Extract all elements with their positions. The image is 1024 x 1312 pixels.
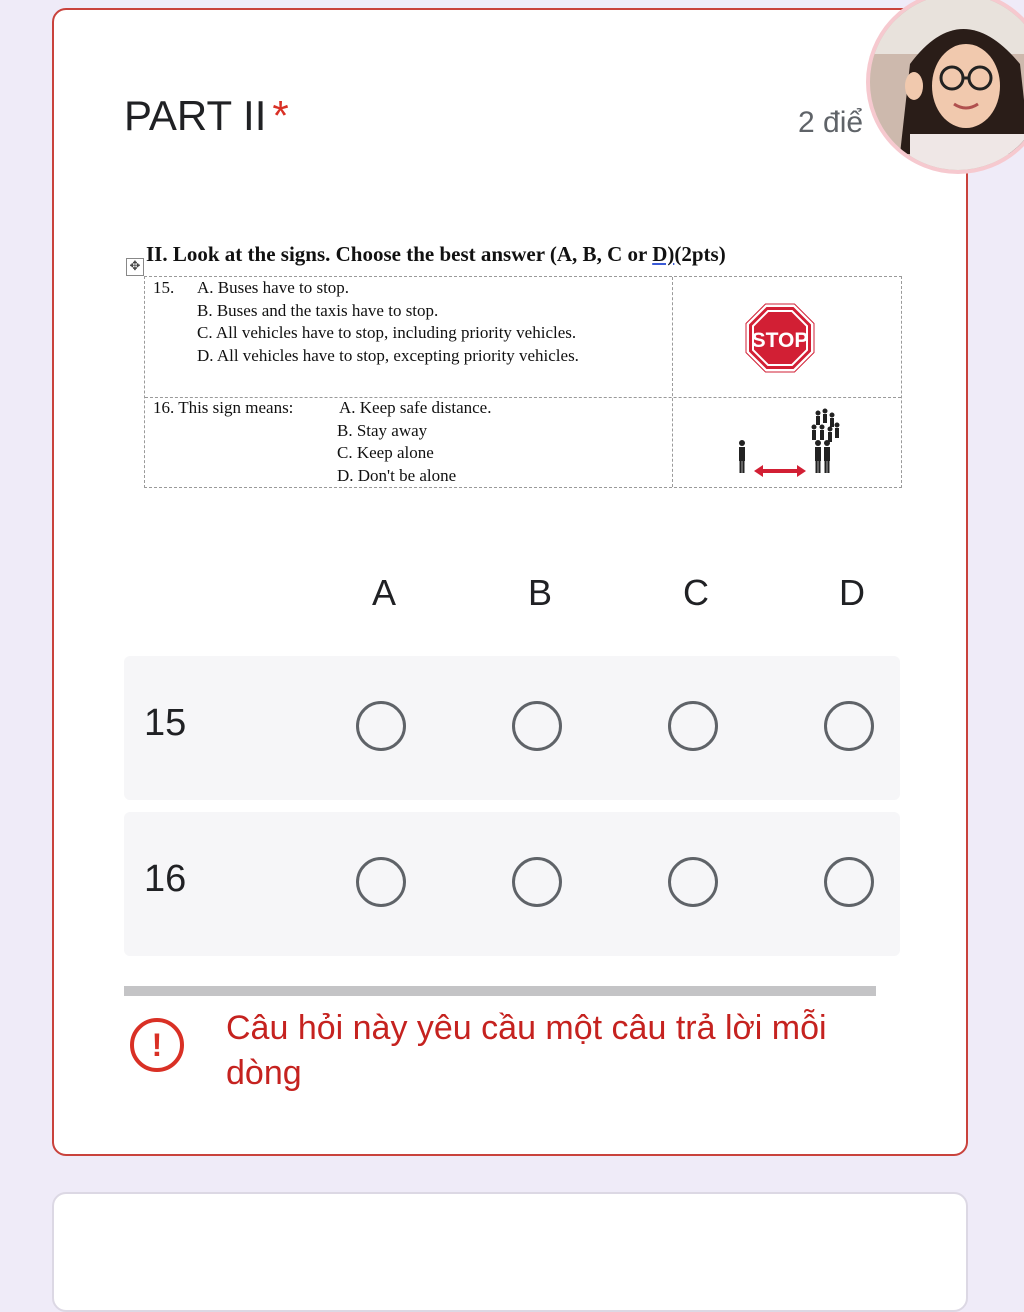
- q15-option-a: A. Buses have to stop.: [197, 278, 350, 297]
- stop-sign-icon: [745, 303, 815, 373]
- radio-15-c[interactable]: [668, 701, 718, 751]
- radio-16-d[interactable]: [824, 857, 874, 907]
- worksheet-heading: II. Look at the signs. Choose the best answer (A, B, C or D)(2pts): [146, 242, 726, 266]
- next-question-card: [52, 1192, 968, 1312]
- required-asterisk: *: [272, 92, 289, 139]
- q16-option-a: A. Keep safe distance.: [339, 398, 492, 417]
- person-avatar-icon: [870, 0, 1024, 174]
- q15-option-d: D. All vehicles have to stop, excepting priority vehicles.: [197, 345, 579, 365]
- radio-15-a[interactable]: [356, 701, 406, 751]
- column-header-a: A: [371, 572, 396, 613]
- error-icon: !: [130, 1018, 184, 1072]
- points-label: 2 điể: [798, 106, 864, 139]
- q16-option-c: C. Keep alone: [337, 443, 434, 462]
- worksheet-table: [144, 276, 902, 488]
- radio-15-d[interactable]: [824, 701, 874, 751]
- social-distance-sign-icon: [730, 405, 840, 481]
- q16-option-b: B. Stay away: [337, 420, 428, 440]
- q15-option-c: C. All vehicles have to stop, including priority vehicles.: [197, 323, 577, 342]
- radio-16-b[interactable]: [512, 857, 562, 907]
- question-title-text: PART II: [124, 92, 267, 139]
- worksheet-image: [124, 232, 914, 502]
- grid-row-16: [124, 812, 900, 956]
- row-label-16: 16: [144, 858, 187, 900]
- column-header-b: B: [527, 572, 552, 613]
- q16-prompt: 16. This sign means:: [153, 398, 294, 417]
- q15-number: 15.: [153, 278, 175, 297]
- question-title: [124, 92, 289, 140]
- table-move-icon: ✥: [126, 258, 144, 276]
- row-label-15: 15: [144, 702, 187, 744]
- error-message: Câu hỏi này yêu cầu một câu trả lời mỗi dòng: [226, 1009, 827, 1092]
- q16-option-d: D. Don't be alone: [337, 465, 457, 485]
- column-header-c: C: [683, 572, 709, 613]
- question-card: [52, 8, 968, 1156]
- column-header-d: D: [839, 572, 865, 613]
- radio-16-a[interactable]: [356, 857, 406, 907]
- q15-option-b: B. Buses and the taxis have to stop.: [197, 300, 439, 320]
- radio-16-c[interactable]: [668, 857, 718, 907]
- radio-15-b[interactable]: [512, 701, 562, 751]
- svg-text:STOP: STOP: [751, 329, 809, 352]
- grid-row-15: [124, 656, 900, 800]
- horizontal-scrollbar[interactable]: [124, 986, 876, 996]
